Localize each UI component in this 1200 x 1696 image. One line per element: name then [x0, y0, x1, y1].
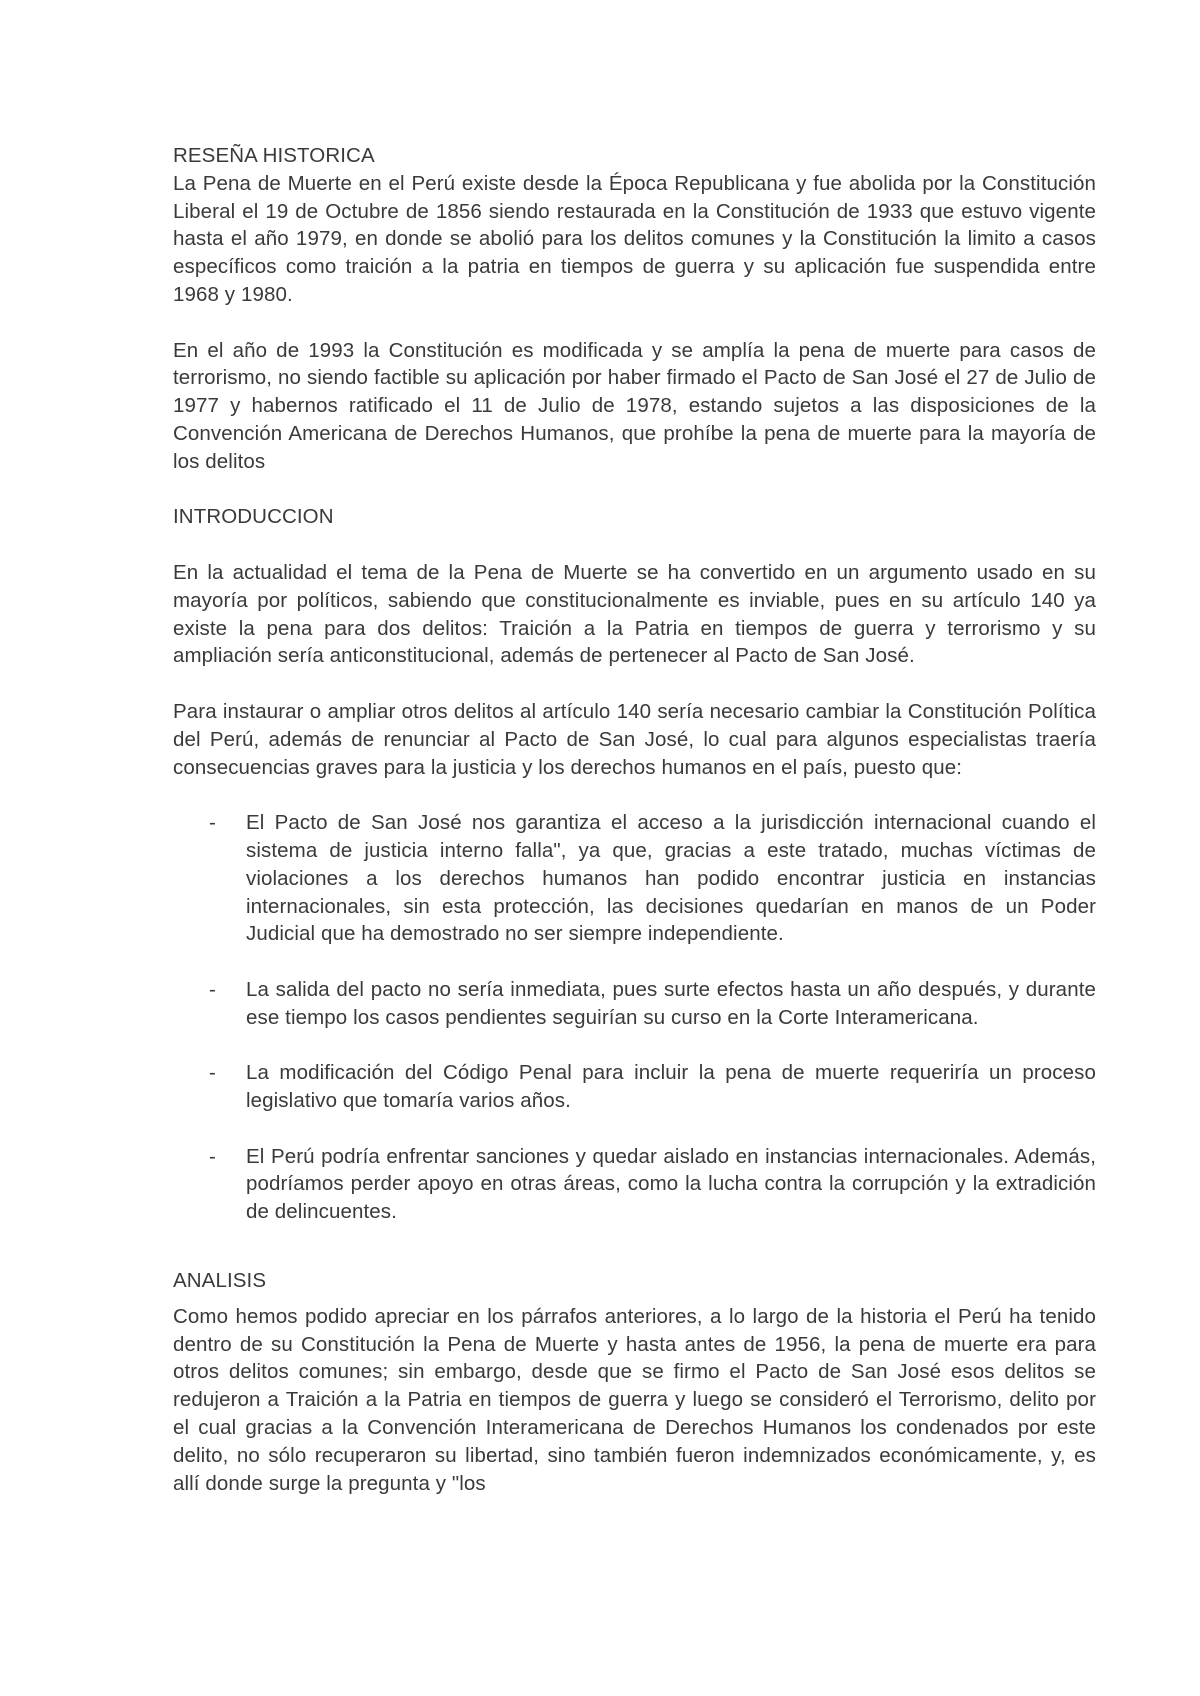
list-item-text: La salida del pacto no sería inmediata, pues surte efectos hasta un año después, y durante ese tiempo los casos pendientes seguirían su curso en la Corte Interamericana.	[246, 977, 1096, 1029]
paragraph-spacer	[173, 1295, 1096, 1303]
paragraph-analysis-1: Como hemos podido apreciar en los párrafos anteriores, a lo largo de la historia el Perú ha tenido dentro de su Constitución la Pena de Muerte y hasta antes de 1956, la pena de muerte era para otros delitos comunes; sin embargo, desde que se firmo el Pacto de San José esos delitos se redujeron a Traición a la Patria en tiempos de guerra y luego se consideró el Terrorismo, delito por el cual gracias a la Convención Interamericana de Derechos Humanos los condenados por este delito, no sólo recuperaron su libertad, sino también fueron indemnizados económicamente, y, es allí donde surge la pregunta y "los	[173, 1304, 1096, 1495]
list-item	[173, 809, 1096, 948]
bullet-dash-icon: -	[209, 811, 216, 835]
paragraph-history-2: En el año de 1993 la Constitución es modificada y se amplía la pena de muerte para casos de terrorismo, no siendo factible su aplicación por haber firmado el Pacto de San José el 27 de Julio de 1977 y habernos ratificado el 11 de Julio de 1978, estando sujetos a las disposiciones de la Convención Americana de Derechos Humanos, que prohíbe la pena de muerte para la mayoría de los delitos	[173, 338, 1096, 473]
heading-resena-historica: RESEÑA HISTORICA	[173, 144, 375, 167]
bullet-dash-icon: -	[209, 1144, 216, 1168]
paragraph-spacer	[173, 670, 1096, 698]
list-item-text: El Perú podría enfrentar sanciones y quedar aislado en instancias internacionales. Además, podríamos perder apoyo en otras áreas, como la lucha contra la corrupción y la extradición de delincuentes.	[246, 1144, 1096, 1224]
list-item	[173, 1143, 1096, 1226]
heading-analisis: ANALISIS	[173, 1269, 267, 1293]
bullet-dash-icon: -	[209, 977, 216, 1001]
paragraph-spacer	[173, 531, 1096, 559]
paragraph-intro-1: En la actualidad el tema de la Pena de Muerte se ha convertido en un argumento usado en su mayoría por políticos, sabiendo que constitucionalmente es inviable, pues en su artículo 140 ya existe la pena para dos delitos: Traición a la Patria en tiempos de guerra y terrorismo y su ampliación sería anticonstitucional, además de pertenecer al Pacto de San José.	[173, 560, 1096, 668]
paragraph-spacer	[173, 476, 1096, 504]
paragraph-spacer	[173, 781, 1096, 809]
paragraph-spacer	[173, 309, 1096, 337]
heading-introduccion: INTRODUCCION	[173, 505, 334, 529]
list-item-text: La modificación del Código Penal para incluir la pena de muerte requeriría un proceso legislativo que tomaría varios años.	[246, 1061, 1096, 1113]
section-spacer	[173, 1226, 1096, 1267]
list-item-text: El Pacto de San José nos garantiza el acceso a la jurisdicción internacional cuando el sistema de justicia interno falla", ya que, gracias a este tratado, muchas víctimas de violaciones a los derechos humanos han podido encontrar justicia en instancias internacionales, sin esta protección, las decisiones quedarían en manos de un Poder Judicial que ha demostrado no ser siempre independiente.	[246, 811, 1096, 946]
list-item	[173, 1059, 1096, 1115]
paragraph-intro-2: Para instaurar o ampliar otros delitos al artículo 140 sería necesario cambiar la Constitución Política del Perú, además de renunciar al Pacto de San José, lo cual para algunos especialistas traería consecuencias graves para la justicia y los derechos humanos en el país, puesto que:	[173, 699, 1096, 779]
bullet-dash-icon: -	[209, 1061, 216, 1085]
document-page	[173, 142, 1096, 1497]
paragraph-history-1: La Pena de Muerte en el Perú existe desde la Época Republicana y fue abolida por la Constitución Liberal el 19 de Octubre de 1856 siendo restaurada en la Constitución de 1933 que estuvo vigente hasta el año 1979, en donde se abolió para los delitos comunes y la Constitución la limito a casos específicos como traición a la patria en tiempos de guerra y su aplicación fue suspendida entre 1968 y 1980.	[173, 171, 1096, 306]
list-item	[173, 976, 1096, 1032]
consequences-list	[173, 809, 1096, 1226]
